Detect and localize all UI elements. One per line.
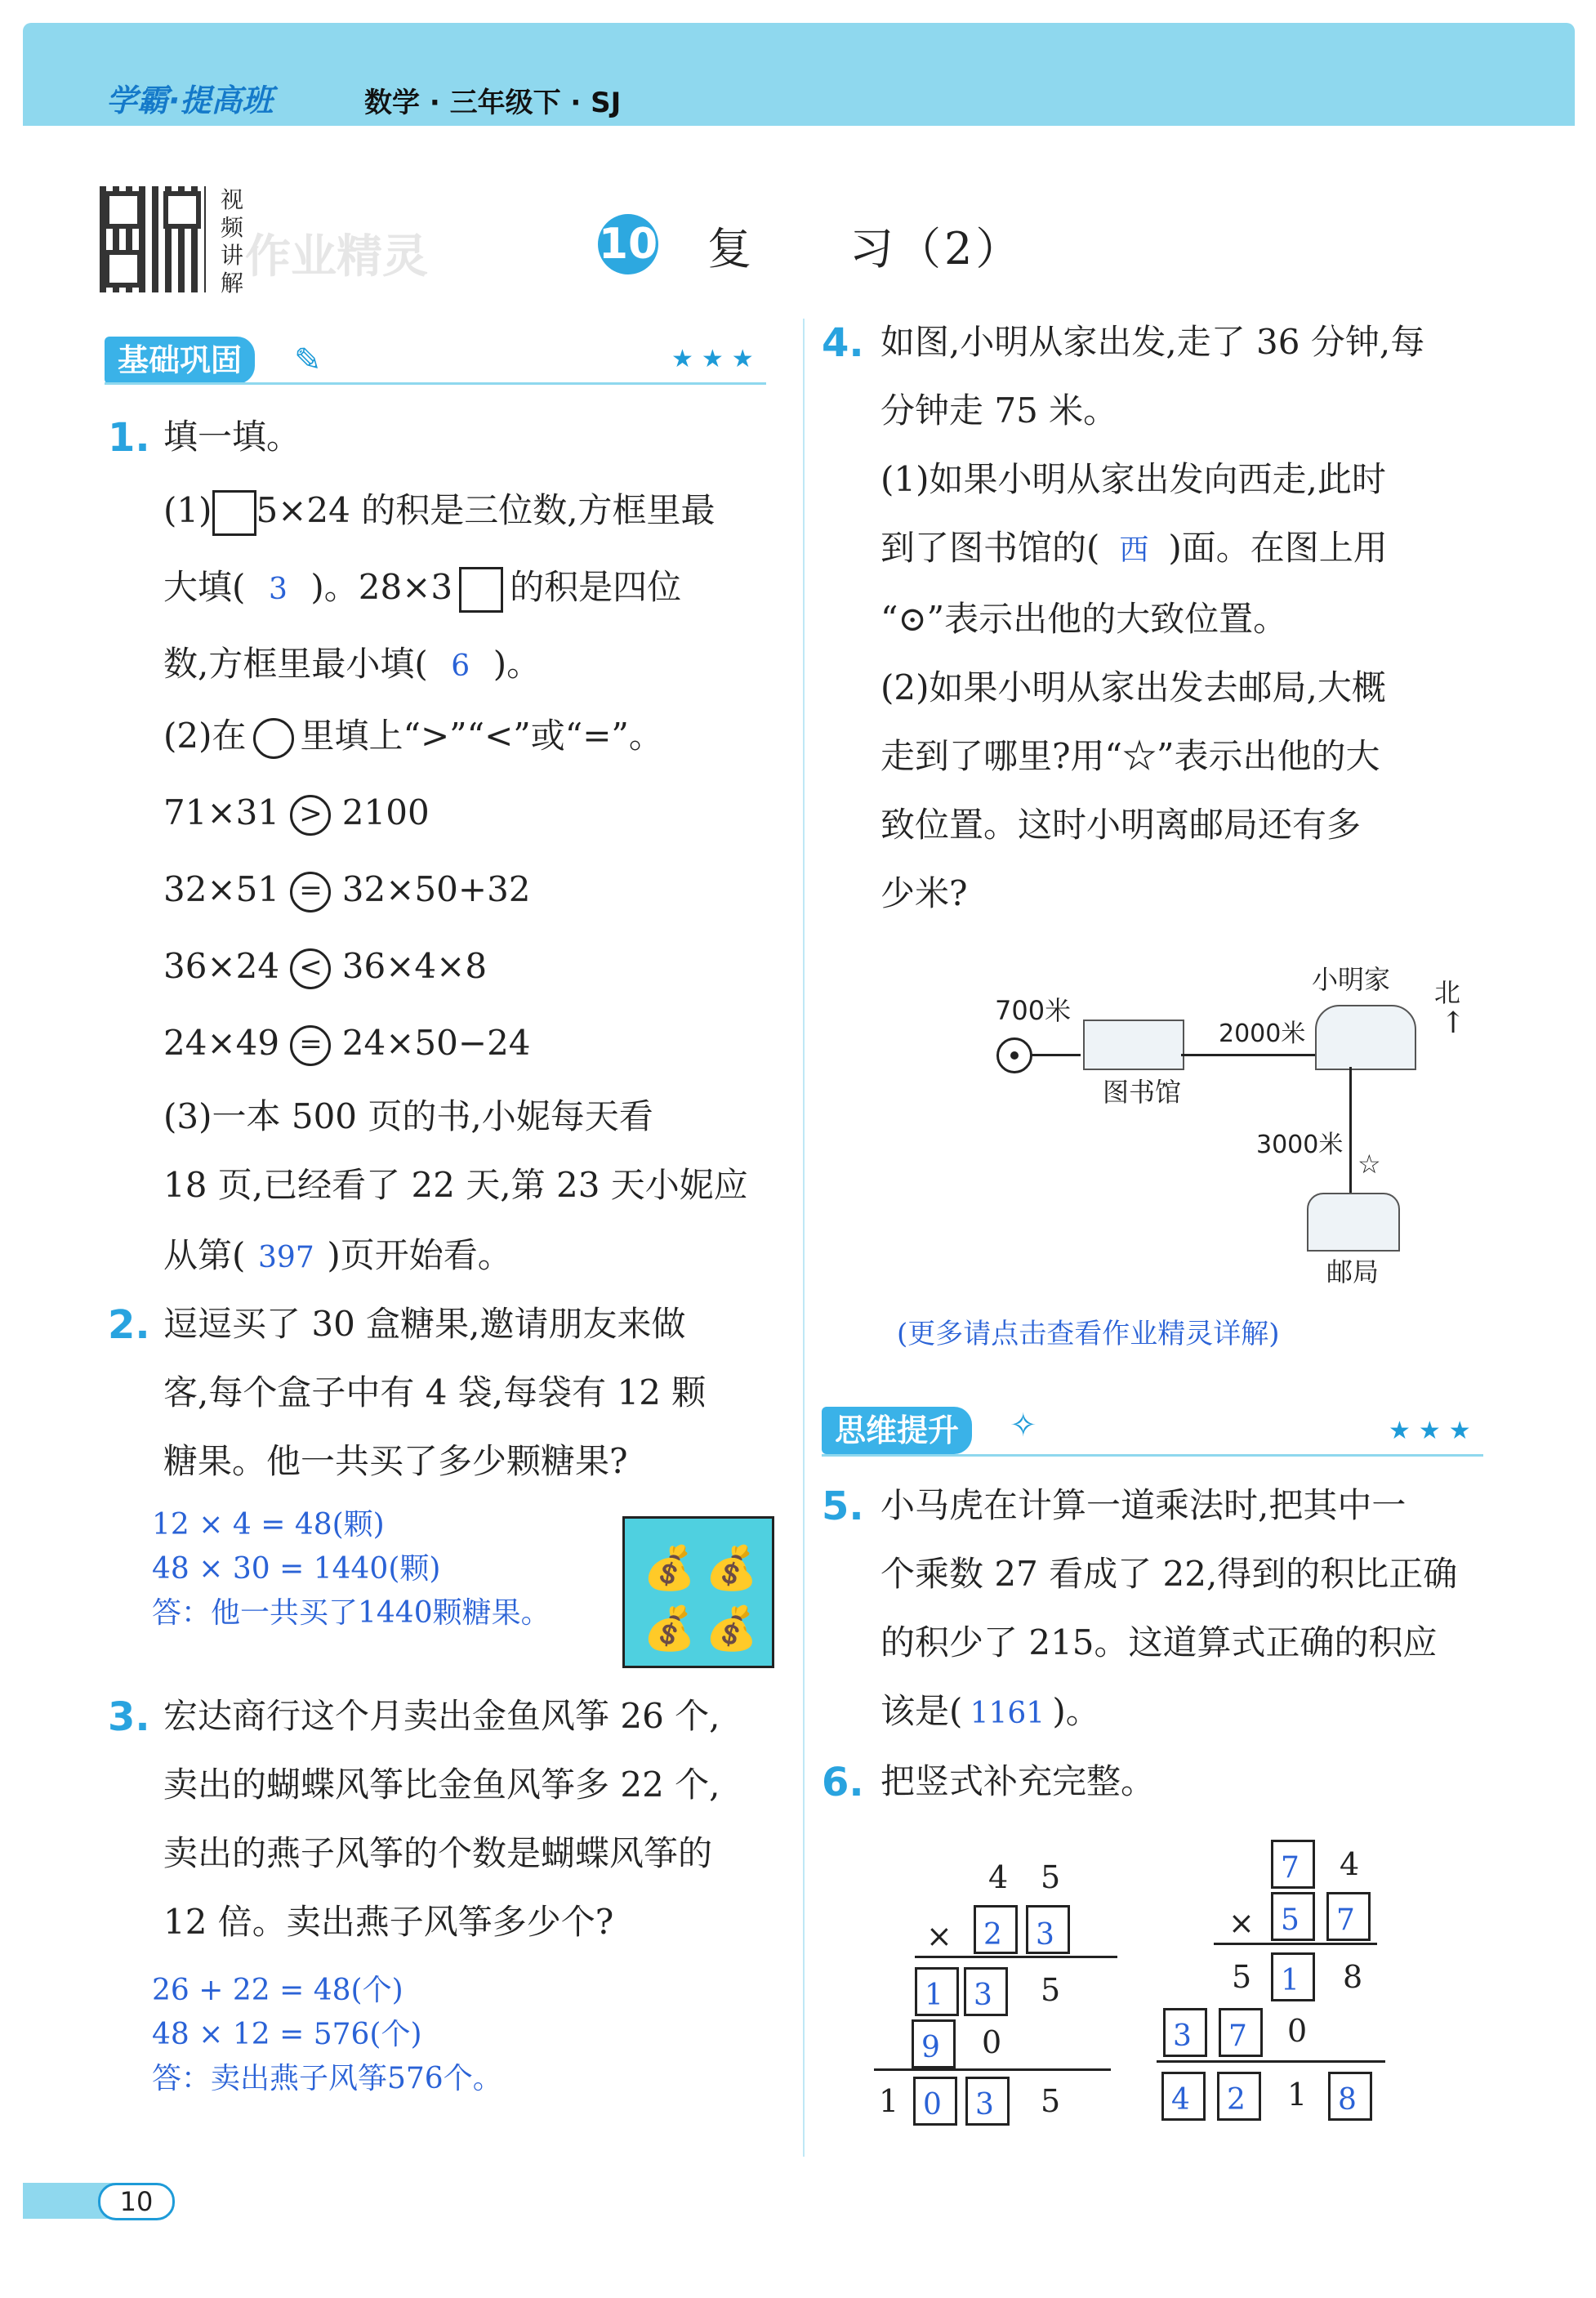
calc-line <box>1214 1943 1377 1945</box>
blank-box <box>212 490 256 536</box>
q5-number: 5. <box>822 1484 864 1529</box>
q1-answer-1: 3 <box>268 573 288 606</box>
post-office-building <box>1307 1193 1400 1252</box>
section-thinking-line <box>822 1454 1483 1457</box>
q1-p2-line: (2)在 里填上“>”“<”或“=”。 <box>163 714 663 759</box>
map-road-west <box>1030 1054 1081 1056</box>
calc-answer: 3 <box>975 2088 994 2122</box>
star-icon: ☆ <box>1357 1149 1381 1180</box>
calc-answer: 1 <box>1281 1964 1300 1997</box>
calc-digit: 0 <box>1287 2013 1308 2049</box>
calc-line <box>1157 2060 1385 2063</box>
library-building <box>1083 1020 1184 1070</box>
q4-answer-1: 西 <box>1119 533 1149 567</box>
calc-answer: 8 <box>1338 2083 1357 2117</box>
q2-number: 2. <box>108 1302 150 1348</box>
vertical-calc-left <box>858 1854 1103 2132</box>
vertical-calc-right <box>1144 1838 1405 2132</box>
calc-digit: 4 <box>1340 1846 1360 1882</box>
blank-box <box>459 567 503 613</box>
calc-answer: 7 <box>1228 2019 1247 2053</box>
q3-text: 宏达商行这个月卖出金鱼风筝 26 个, 卖出的蝴蝶风筝比金鱼风筝多 22 个, 卖出的燕子风筝的个数是蝴蝶风筝的 12 倍。卖出燕子风筝多少个? <box>163 1696 720 1942</box>
calc-answer: 7 <box>1281 1851 1300 1885</box>
q1-answer-2: 6 <box>451 649 470 683</box>
calc-answer: 3 <box>1173 2019 1192 2053</box>
watermark: 作业精灵 <box>245 230 428 283</box>
q2-work: 12 × 4 = 48(颗) 48 × 30 = 1440(颗) 答：他一共买了1440颗糖果。 <box>152 1508 551 1630</box>
sparkle-icon: ✧ <box>1010 1407 1037 1444</box>
compare-row: 71×31 > 2100 <box>163 791 430 836</box>
section-basic-line <box>105 382 766 385</box>
q3-work: 26 + 22 = 48(个) 48 × 12 = 576(个) 答：卖出燕子风筝576个。 <box>152 1974 502 2095</box>
calc-digit: 8 <box>1343 1959 1363 1995</box>
q2-text: 逗逗买了 30 盒糖果,邀请朋友来做 客,每个盒子中有 4 袋,每袋有 12 颗 糖果。他一共买了多少颗糖果? <box>163 1304 707 1481</box>
q6-text: 把竖式补充完整。 <box>880 1761 1156 1801</box>
q1-p1-line2: 大填( 3 )。28×3 的积是四位 <box>163 565 681 613</box>
map-home-label: 小明家 <box>1312 964 1391 995</box>
calc-answer: 0 <box>923 2088 942 2122</box>
calc-answer: 7 <box>1336 1903 1355 1937</box>
section-thinking-label: 思维提升 <box>822 1407 972 1454</box>
q1-answer-3: 397 <box>258 1241 314 1274</box>
map-distance-700: 700米 <box>995 995 1072 1026</box>
times-sign: × <box>1228 1905 1255 1941</box>
section-basic-label: 基础巩固 <box>105 337 255 384</box>
calc-digit: 5 <box>1232 1959 1252 1995</box>
calc-answer: 3 <box>1036 1918 1054 1952</box>
map-road-south <box>1349 1067 1352 1194</box>
compare-row: 32×51 = 32×50+32 <box>163 868 531 913</box>
map-distance-2000: 2000米 <box>1219 1020 1306 1048</box>
calc-digit: 5 <box>1041 1859 1061 1895</box>
map-library-label: 图书馆 <box>1103 1077 1182 1108</box>
lesson-title: 复 习（2） <box>707 223 1023 274</box>
lesson-number: 10 <box>598 214 658 274</box>
q5-text: 小马虎在计算一道乘法时,把其中一 个乘数 27 看成了 22,得到的积比正确 的积少了 215。这道算式正确的积应 该是( 1161 )。 <box>880 1484 1509 1736</box>
q4-number: 4. <box>822 320 864 366</box>
calc-answer: 3 <box>974 1979 992 2012</box>
qr-code[interactable] <box>100 186 206 292</box>
compare-row: 36×24 < 36×4×8 <box>163 944 487 989</box>
q1-p1-line1: (1) 5×24 的积是三位数,方框里最 <box>163 489 716 536</box>
north-arrow-icon: ↑ <box>1441 1006 1466 1040</box>
q3-number: 3. <box>108 1694 150 1740</box>
q1-p3-line3: 从第( 397 )页开始看。 <box>163 1234 512 1280</box>
q1-intro: 填一填。 <box>163 417 301 457</box>
times-sign: × <box>926 1918 952 1954</box>
map-post-label: 邮局 <box>1326 1256 1380 1287</box>
map-north-label: 北 <box>1434 977 1461 1008</box>
section-thinking-stars: ★★★ <box>1389 1417 1479 1445</box>
calc-digit: 5 <box>1041 2083 1061 2119</box>
calc-answer: 2 <box>983 1918 1002 1952</box>
q4-text: 如图,小明从家出发,走了 36 分钟,每 分钟走 75 米。 (1)如果小明从家出发向西走,此时 到了图书馆的( 西 )面。在图上用 “⊙”表示出他的大致位置。 (2)如果小明从家出发去邮局,大概 走到了哪里?用“☆”表示出他的大 致位置。这时小明离邮局还有多 少米? <box>880 322 1425 913</box>
calc-digit: 1 <box>1287 2077 1308 2113</box>
calc-digit: 0 <box>982 2024 1002 2060</box>
q5-answer: 1161 <box>970 1697 1045 1730</box>
map-distance-3000: 3000米 <box>1256 1131 1344 1159</box>
map-diagram <box>980 948 1470 1291</box>
q1-number: 1. <box>108 415 150 461</box>
calc-answer: 5 <box>1281 1903 1300 1937</box>
calc-answer: 4 <box>1171 2083 1190 2117</box>
section-basic-stars: ★★★ <box>671 345 762 373</box>
q1-p1-line3: 数,方框里最小填( 6 )。 <box>163 642 541 689</box>
calc-answer: 9 <box>921 2031 940 2064</box>
header-divider <box>23 123 1575 126</box>
calc-line <box>915 1956 1117 1958</box>
calc-answer: 1 <box>925 1979 943 2012</box>
calc-digit: 4 <box>988 1859 1009 1895</box>
blank-circle <box>253 718 294 759</box>
more-link[interactable]: (更多请点击查看作业精灵详解) <box>897 1318 1280 1350</box>
compare-row: 24×49 = 24×50−24 <box>163 1021 531 1066</box>
candy-box-image: 💰 💰 💰 💰 <box>622 1516 774 1668</box>
q6-number: 6. <box>822 1760 864 1805</box>
target-circle-icon <box>996 1037 1032 1073</box>
brand-label: 学霸·提高班 <box>106 83 274 118</box>
calc-digit: 5 <box>1041 1972 1061 2008</box>
q1-p3-line2: 18 页,已经看了 22 天,第 23 天小妮应 <box>163 1165 748 1205</box>
subject-label: 数学 · 三年级下 · SJ <box>364 87 622 119</box>
pencil-icon: ✎ <box>294 341 322 379</box>
map-road-mid <box>1181 1054 1315 1056</box>
qr-label: 视 频 讲 解 <box>221 186 244 297</box>
home-building <box>1315 1005 1416 1070</box>
page-number: 10 <box>98 2183 175 2220</box>
q1-p3-line1: (3)一本 500 页的书,小妮每天看 <box>163 1096 653 1136</box>
calc-digit: 1 <box>879 2083 899 2119</box>
column-divider <box>803 319 805 2157</box>
calc-line <box>874 2068 1111 2071</box>
calc-answer: 2 <box>1227 2083 1246 2117</box>
